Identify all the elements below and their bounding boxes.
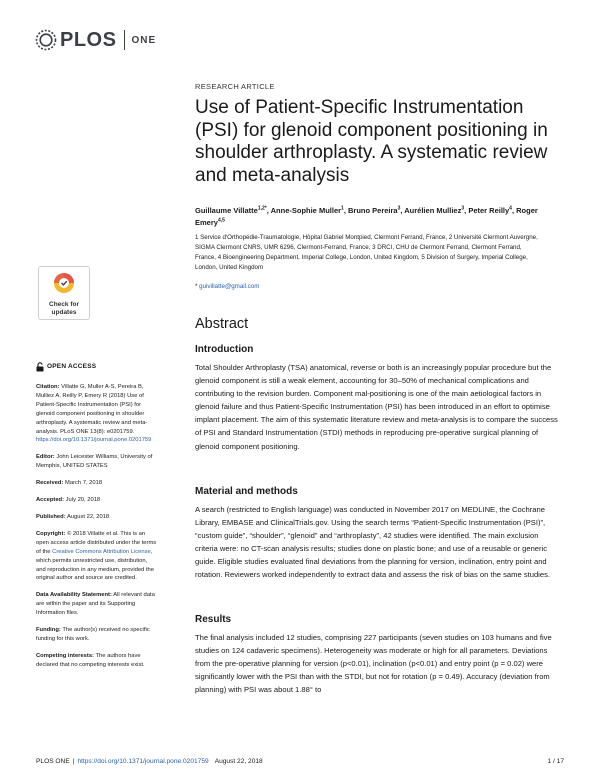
author-separator: , [464,205,469,215]
author-separator: , [511,205,517,215]
copyright-text-b: , which permits unrestricted use, distribution, and reproduction in any medium, provided the original author and source are credited. [36,548,154,582]
competing-interests-text: The authors have declared that no competing interests exist. [36,652,145,668]
author-entry [195,206,271,215]
editor-block [36,453,158,471]
open-access-label [36,362,158,372]
section-text-results: The final analysis included 12 studies, comprising 227 participants (seven studies on 103 humans and five studies on 124 cadaveric specimens). Heterogeneity was moderate or high for all parameters. Deviations from the pre-operative planning for version (p<0.01), inclination (p<0.01) and entry point (p = 0.02) were significantly lower with the PSI than with the STDI, but not for rotation (p = 0.49). Accuracy (deviation from planning) with PSI was about 1.88° to [195,633,552,695]
author-entry [404,206,468,215]
data-availability-label: Data Availability Statement: [36,592,112,599]
contact-marker: * [195,283,198,290]
corresponding-contact [195,283,259,290]
copyright-label: Copyright: [36,530,66,537]
section-text-methods: A search (restricted to English language) was conducted in November 2017 on MEDLINE, the Cochrane Library, EMBASE and ClinicalTrials.gov. Using the search terms “Patient-Specific Instrumentation (PSI)”, “custom guide”, “shoulder”, “glenoid” and “arthroplasty”, 42 studies were identified. The main exclusion criteria were: no CT-scan analysis results; studies done on plastic bone; and use of a reusable or generic guide. Eligible studies evaluated final deviations from the planning for version, inclination, entry point and rotation. Reviewers worked independently to extract data and assess the risk of bias on the same studies. [195,505,550,580]
editor-text: John Leicester Williams, University of Memphis, UNITED STATES [36,454,153,470]
copyright-block [36,530,158,583]
footer-date: August 22, 2018 [214,758,263,765]
badge-label-line1: Check for [49,301,79,308]
logo-plos-text: PLOS [60,28,117,51]
license-link[interactable]: Creative Commons Attribution License [52,548,151,555]
author-name: Peter Reilly [468,205,510,215]
accepted-block [36,496,158,505]
abstract-heading: Abstract [195,316,249,332]
data-availability-block [36,591,158,618]
author-name: Bruno Pereira [347,205,398,215]
received-block [36,479,158,488]
published-date: August 22, 2018 [66,513,110,520]
footer-journal: PLOS ONE [36,758,70,765]
check-for-updates-icon [52,271,76,295]
citation-text: Villatte G, Muller A-S, Pereira B, Mulliez A, Reilly P, Emery R (2018) Use of Patient-Specific Instrumentation (PSI) for glenoid component positioning in shoulder arthroplasty. A systematic review and meta-analysis. PLoS ONE 13(8): e0201759. [36,384,148,435]
author-entry [348,206,404,215]
footer-doi-link[interactable]: https://doi.org/10.1371/journal.pone.0201759 [77,758,209,765]
author-entry [468,206,516,215]
author-name: Aurélien Mulliez [404,205,462,215]
contact-email-link[interactable]: guivillatte@gmail.com [199,283,260,290]
page-footer [36,758,564,765]
plos-logo-icon [35,29,57,51]
badge-label-line2: updates [51,309,77,316]
section-heading-results: Results [195,614,232,625]
received-label: Received: [36,480,64,487]
author-separator: , [400,205,405,215]
funding-text: The author(s) received no specific funding for this work. [36,627,150,642]
author-name: Anne-Sophie Muller [270,205,342,215]
open-lock-icon [36,362,44,372]
logo-journal-text: ONE [131,34,157,46]
author-separator: , [343,205,348,215]
author-affiliation-sup: 1,2* [257,205,267,211]
competing-interests-label: Competing interests: [36,652,94,659]
author-name: Roger Emery [195,205,538,227]
author-affiliation-sup: 1 [341,205,344,211]
published-label: Published: [36,513,66,520]
author-entry [271,206,348,215]
logo-divider [124,30,125,50]
citation-doi-link[interactable]: https://doi.org/10.1371/journal.pone.0201759 [36,437,152,444]
article-title: Use of Patient-Specific Instrumentation (PSI) for glenoid component positioning in shoulder arthroplasty. A systematic review and meta-analysis [195,97,548,186]
editor-label: Editor: [36,454,55,461]
author-affiliation-sup: 4,5 [217,217,225,224]
accepted-date: July 20, 2018 [65,497,101,504]
author-affiliation-sup: 3 [397,205,401,211]
citation-block [36,383,158,445]
author-affiliation-sup: 4 [509,205,512,211]
footer-page-number: 1 / 17 [547,758,564,765]
citation-label: Citation: [36,384,60,390]
affiliations: 1 Service d'Orthopédie-Traumatologie, Hôpital Gabriel Montpied, Clermont Ferrand, France, 2 Université Clermont Auvergne, SIGMA Clermont CNRS, UMR 6296, Clermont-Ferrand, France, 3 DRCI, CHU de Clermont Ferrand, Clermont Ferrand, France, 4 Bioengineering Department, Imperial College, London, United Kingdom, 5 Division of Surgery, Imperial College, London, United Kingdom [195,234,538,271]
data-availability-text: All relevant data are within the paper and its Supporting Information files. [36,592,155,617]
author-name: Guillaume Villatte [195,205,258,215]
author-separator: , [266,205,271,215]
funding-block [36,626,158,644]
section-heading-methods: Material and methods [195,486,298,497]
article-type: RESEARCH ARTICLE [195,82,275,91]
section-text-introduction: Total Shoulder Arthroplasty (TSA) anatomical, reverse or both is an increasingly popular procedure but the glenoid component is still a weak element, accounting for 30–50% of mechanical complications and contributing to the revision burden. Component mal-positioning is one of the main aetiological factors in glenoid failure and thus Patient-Specific Instrumentation (PSI) has been introduced in an effort to optimise implant placement. The aim of this systematic literature review and meta-analysis is to compare the success of PSI and Standard Instrumentation (STDI) methods in reproducing pre-operative surgical planning of glenoid component positioning. [195,363,558,451]
section-heading-introduction: Introduction [195,344,254,355]
copyright-text-a: © 2018 Villatte et al. This is an open access article distributed under the terms of the [36,530,157,555]
accepted-label: Accepted: [36,497,65,504]
check-for-updates-badge[interactable] [38,266,90,320]
funding-label: Funding: [36,627,61,634]
published-block [36,513,158,522]
author-list [195,203,540,228]
author-affiliation-sup: 3 [461,205,465,211]
footer-separator: | [72,758,75,765]
plos-one-logo[interactable] [35,27,156,53]
competing-interests-block [36,652,158,670]
article-metadata-sidebar [36,362,158,678]
received-date: March 7, 2018 [65,480,103,487]
open-access-text: OPEN ACCESS [47,362,97,370]
